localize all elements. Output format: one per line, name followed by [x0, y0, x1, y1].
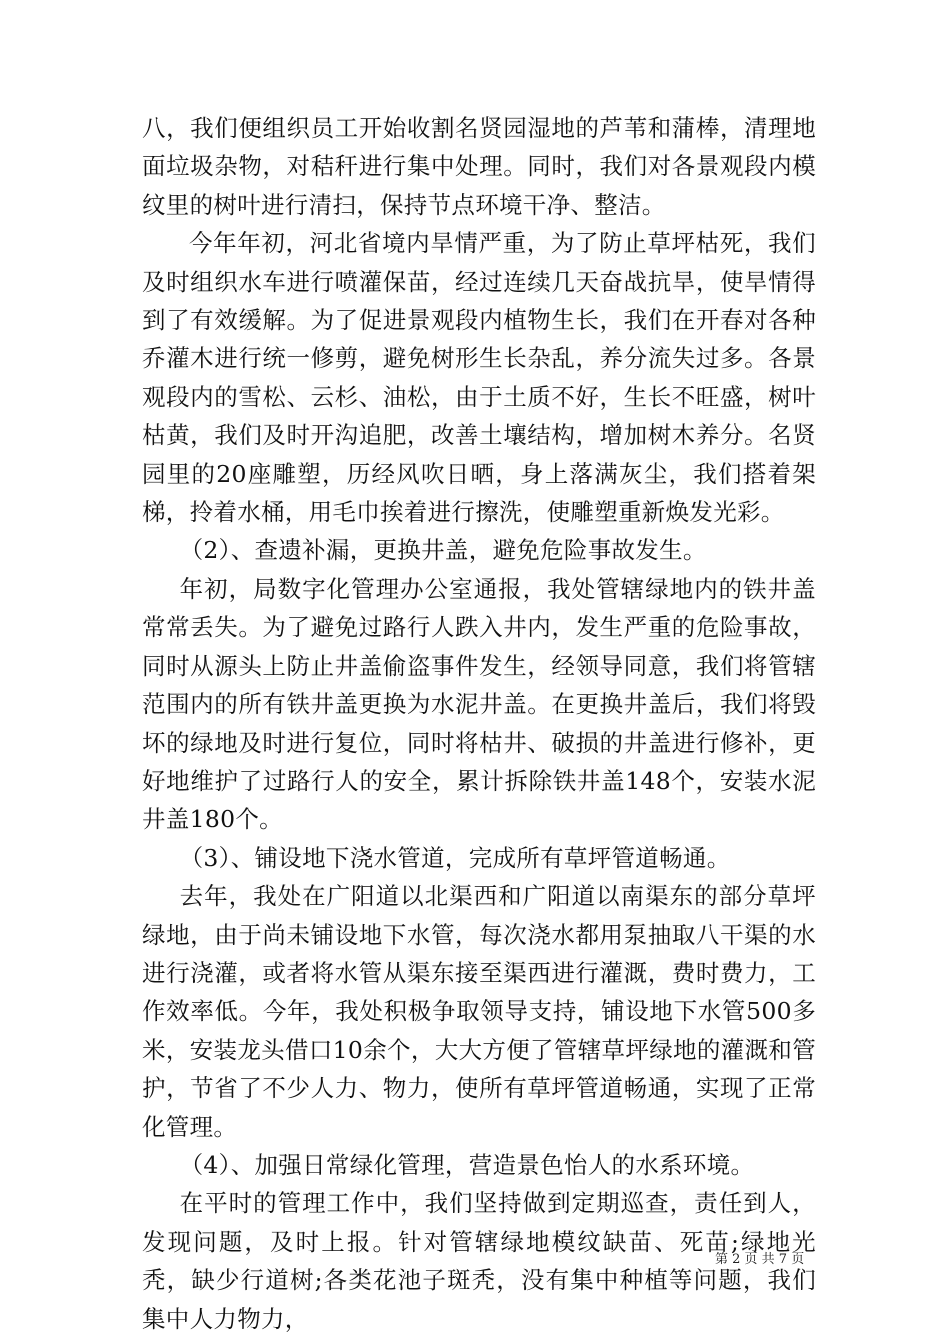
section-heading-3: （3）、铺设地下浇水管道，完成所有草坪管道畅通。 — [179, 843, 731, 872]
paragraph-daily-management: 在平时的管理工作中，我们坚持做到定期巡查，责任到人，发现问题，及时上报。针对管辖绿地模纹缺苗、死苗;绿地光秃，缺少行道树;各类花池子斑秃，没有集中种植等问题，我们集中人力物力， — [142, 1189, 816, 1333]
document-body — [142, 109, 816, 1338]
paragraph-drought-relief: 今年年初，河北省境内旱情严重，为了防止草坪枯死，我们及时组织水车进行喷灌保苗，经过连续几天奋战抗旱，使旱情得到了有效缓解。为了促进景观段内植物生长，我们在开春对各种乔灌木进行统一修剪，避免树形生长杂乱，养分流失过多。各景观段内的雪松、云杉、油松，由于土质不好，生长不旺盛，树叶枯黄，我们及时开沟追肥，改善土壤结构，增加树木养分。名贤园里的20座雕塑，历经风吹日晒，身上落满灰尘，我们搭着架梯，拎着水桶，用毛巾挨着进行擦洗，使雕塑重新焕发光彩。 — [142, 229, 816, 527]
page-number-footer: 第 2 页 共 7 页 — [715, 1252, 805, 1267]
paragraph-manhole-covers: 年初，局数字化管理办公室通报，我处管辖绿地内的铁井盖常常丢失。为了避免过路行人跌入井内，发生严重的危险事故，同时从源头上防止井盖偷盗事件发生，经领导同意，我们将管辖范围内的所有铁井盖更换为水泥井盖。在更换井盖后，我们将毁坏的绿地及时进行复位，同时将枯井、破损的井盖进行修补，更好地维护了过路行人的安全，累计拆除铁井盖148个，安装水泥井盖180个。 — [142, 574, 816, 834]
section-heading-4: （4）、加强日常绿化管理，营造景色怡人的水系环境。 — [179, 1150, 755, 1179]
paragraph-continuation: 八，我们便组织员工开始收割名贤园湿地的芦苇和蒲棒，清理地面垃圾杂物，对秸秆进行集中处理。同时，我们对各景观段内模纹里的树叶进行清扫，保持节点环境干净、整洁。 — [142, 114, 816, 219]
paragraph-irrigation-pipes: 去年，我处在广阳道以北渠西和广阳道以南渠东的部分草坪绿地，由于尚未铺设地下水管，每次浇水都用泵抽取八干渠的水进行浇灌，或者将水管从渠东接至渠西进行灌溉，费时费力，工作效率低。今年，我处积极争取领导支持，铺设地下水管500多米，安装龙头借口10余个，大大方便了管辖草坪绿地的灌溉和管护，节省了不少人力、物力，使所有草坪管道畅通，实现了正常化管理。 — [142, 882, 816, 1141]
section-heading-2: （2）、查遗补漏，更换井盖，避免危险事故发生。 — [179, 536, 707, 565]
